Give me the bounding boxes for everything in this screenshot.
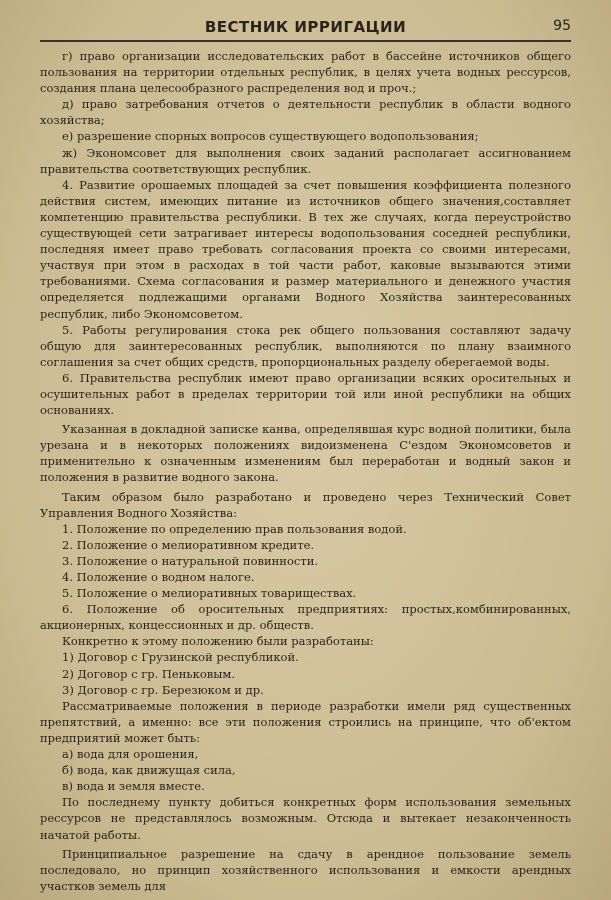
paragraph: д) право затребования отчетов о деятельности республик в области водного хозяйства; — [40, 97, 571, 128]
list-item: 1. Положение по определению прав пользования водой. — [62, 521, 407, 536]
list-item: 2) Договор с гр. Пеньковым. — [62, 666, 235, 681]
paragraph: ж) Экономсовет для выполнения своих заданий располагает ассигнованием правительства соответствующих республик. — [40, 145, 571, 176]
paragraph: Принципиальное разрешение на сдачу в арендное пользование земель последовало, но принцип хозяйственного использования и емкости арендных участков земель для — [40, 846, 571, 893]
list-item: 2. Положение о мелиоративном кредите. — [62, 537, 315, 552]
running-title: ВЕСТНИК ИРРИГАЦИИ — [204, 18, 407, 36]
list-item: 6. Положение об оросительных предприятиях: простых,комбинированных, акционерных, концессионных и др. обществ. — [40, 602, 571, 633]
paragraph: Таким образом было разработано и проведено через Технический Совет Управления Водного Хозяйства: — [40, 489, 571, 520]
paragraph: Конкретно к этому положению были разработаны: — [62, 634, 374, 649]
list-item: а) вода для орошения, — [62, 747, 199, 762]
paragraph: 5. Работы регулирования стока рек общего пользования составляют задачу общую для заинтересованных республик, выполняются по плану взаимного соглашения за счет общих средств, пропорциональных разделу оберегаемой воды. — [40, 322, 571, 369]
list-item: в) вода и земля вместе. — [62, 779, 205, 794]
list-item: б) вода, как движущая сила, — [62, 763, 236, 778]
paragraph: Рассматриваемые положения в периоде разработки имели ряд существенных препятствий, а именно: все эти положения строились на принципе, что об'ектом предприятий может быть: — [40, 698, 571, 745]
paragraph: Указанная в докладной записке канва, определявшая курс водной политики, была урезана и в некоторых положениях видоизменена С'ездом Экономсоветов и применительно к означенным изменениям был переработан и водный закон и положения в развитие водного закона. — [40, 422, 571, 485]
paragraph: е) разрешение спорных вопросов существующего водопользования; — [62, 129, 479, 144]
body-text — [40, 48, 571, 894]
page-header — [40, 16, 571, 42]
paragraph: 4. Развитие орошаемых площадей за счет повышения коэффициента полезного действия систем, имеющих питание из источников общего значения,составляет компетенцию правительства республики. В тех же случаях, когда переустройство существующей сети затрагивает интересы водопользования соседней республики, последняя имеет право требовать согласования проекта со своими интересами, участвуя при этом в расходах в той части работ, каковые вызываются этими требованиями. Схема согласования и размер материального и денежного участия определяется подлежащими органами Водного Хозяйства заинтересованных республик, либо Экономсоветом. — [40, 177, 571, 321]
paragraph: 6. Правительства республик имеют право организации всяких оросительных и осушительных работ в пределах территории той или иной республики на общих основаниях. — [40, 370, 571, 418]
list-item: 4. Положение о водном налоге. — [62, 570, 255, 584]
list-item: 3. Положение о натуральной повинности. — [62, 553, 319, 568]
paragraph: г) право организации исследовательских работ в бассейне источников общего пользования на территории отдельных республик, в целях учета водных рессурсов, создания плана целесообразного распределения вод и проч.; — [40, 49, 571, 96]
list-item: 5. Положение о мелиоративных товариществах. — [62, 586, 357, 601]
list-item: 1) Договор с Грузинской республикой. — [62, 650, 299, 665]
list-item: 3) Договор с гр. Березюком и др. — [62, 682, 264, 697]
paragraph: По последнему пункту добиться конкретных форм использования земельных рессурсов не представлялось возможным. Отсюда и вытекает незаконченность начатой работы. — [40, 795, 571, 842]
page-number: 95 — [553, 18, 571, 34]
